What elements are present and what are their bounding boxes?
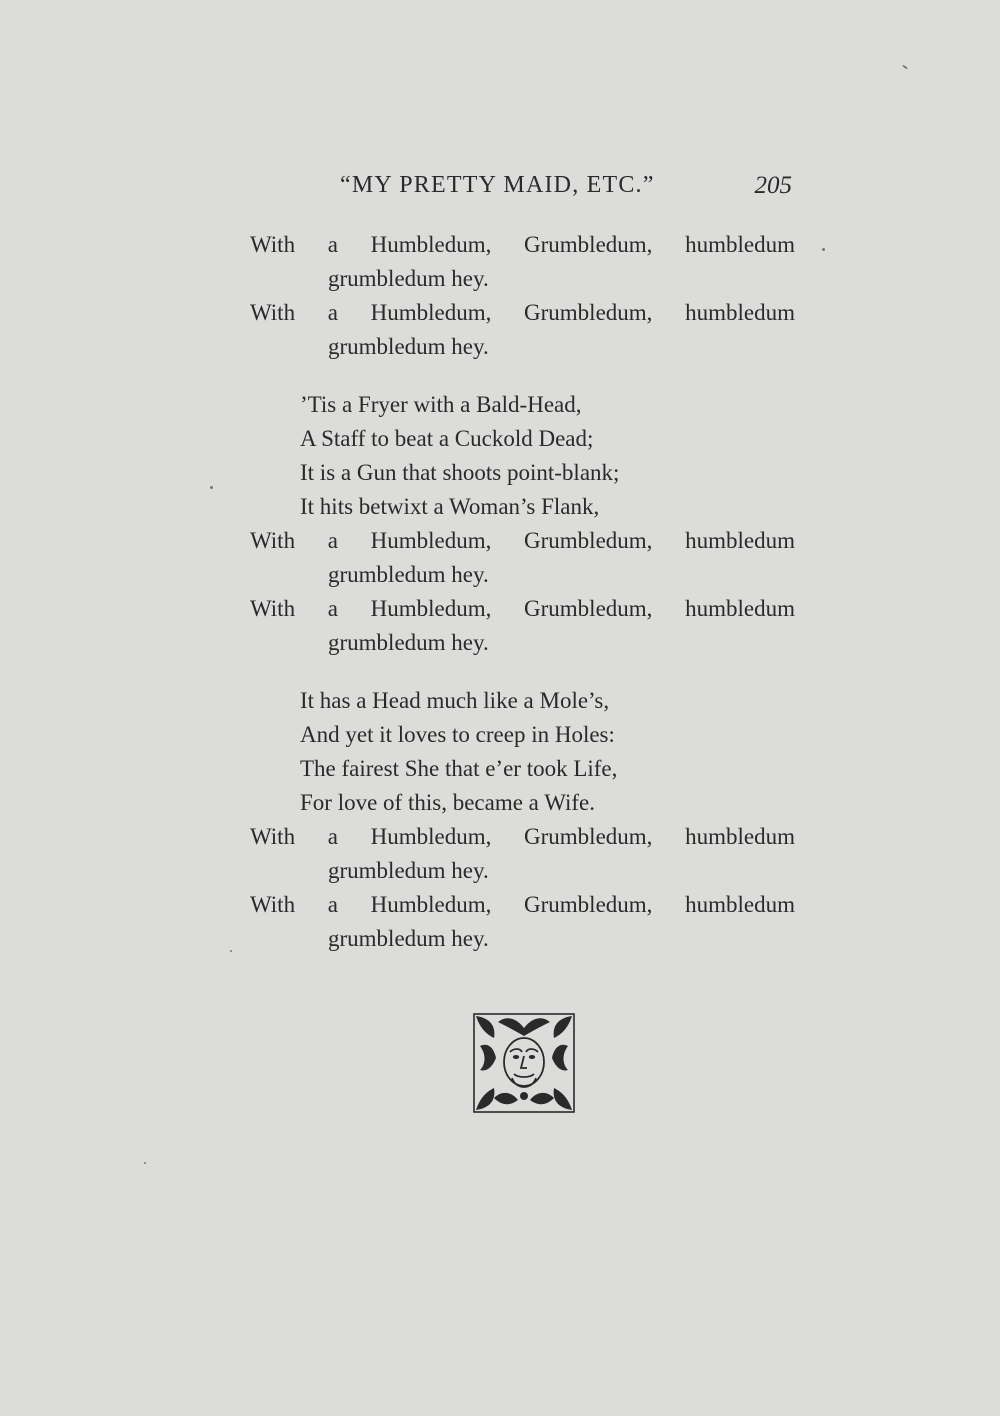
paper-speck bbox=[902, 64, 908, 69]
refrain-line bbox=[250, 524, 795, 558]
stanza bbox=[250, 684, 810, 956]
refrain-word: humbledum bbox=[685, 300, 795, 325]
page-header bbox=[340, 172, 800, 208]
refrain-word: humbledum bbox=[685, 892, 795, 917]
refrain-word: humbledum bbox=[685, 528, 795, 553]
refrain-word: a bbox=[327, 528, 338, 553]
refrain-word: With bbox=[250, 596, 296, 621]
refrain-word: humbledum bbox=[685, 824, 795, 849]
refrain-word: Humbledum, bbox=[370, 892, 492, 917]
refrain-word: Humbledum, bbox=[370, 528, 492, 553]
refrain-line bbox=[250, 592, 795, 626]
refrain-word: Grumbledum, bbox=[524, 300, 653, 325]
refrain-word: Grumbledum, bbox=[524, 528, 653, 553]
verse-line: It has a Head much like a Mole’s, bbox=[300, 688, 610, 713]
green-man-face-icon bbox=[472, 1012, 576, 1114]
refrain-continuation: grumbledum hey. bbox=[328, 926, 489, 951]
verse-line: ’Tis a Fryer with a Bald-Head, bbox=[300, 392, 582, 417]
refrain-word: Humbledum, bbox=[370, 596, 492, 621]
refrain-word: Humbledum, bbox=[370, 232, 492, 257]
refrain-word: Grumbledum, bbox=[524, 596, 653, 621]
refrain-continuation: grumbledum hey. bbox=[328, 334, 489, 359]
refrain-word: With bbox=[250, 300, 296, 325]
refrain-continuation: grumbledum hey. bbox=[328, 562, 489, 587]
verse-line: It is a Gun that shoots point-blank; bbox=[300, 460, 620, 485]
refrain-word: Humbledum, bbox=[370, 824, 492, 849]
verse-line: And yet it loves to creep in Holes: bbox=[300, 722, 615, 747]
poem-body bbox=[250, 228, 810, 956]
paper-speck bbox=[144, 1162, 146, 1164]
refrain-continuation: grumbledum hey. bbox=[328, 266, 489, 291]
refrain-word: With bbox=[250, 528, 296, 553]
refrain-line bbox=[250, 820, 795, 854]
refrain-word: Grumbledum, bbox=[524, 892, 653, 917]
paper-speck bbox=[230, 950, 232, 952]
refrain-line bbox=[250, 888, 795, 922]
stanza bbox=[250, 388, 810, 660]
paper-speck bbox=[822, 248, 825, 251]
refrain-line bbox=[250, 228, 795, 262]
refrain-word: With bbox=[250, 232, 296, 257]
refrain-word: With bbox=[250, 824, 296, 849]
page-number: 205 bbox=[754, 172, 792, 199]
stanza bbox=[250, 228, 810, 364]
paper-speck bbox=[210, 486, 213, 489]
running-title: “MY PRETTY MAID, ETC.” bbox=[340, 172, 655, 198]
refrain-word: a bbox=[327, 824, 338, 849]
refrain-word: Grumbledum, bbox=[524, 824, 653, 849]
refrain-word: a bbox=[327, 892, 338, 917]
verse-line: A Staff to beat a Cuckold Dead; bbox=[300, 426, 594, 451]
refrain-continuation: grumbledum hey. bbox=[328, 630, 489, 655]
refrain-continuation: grumbledum hey. bbox=[328, 858, 489, 883]
refrain-word: a bbox=[327, 596, 338, 621]
refrain-word: Grumbledum, bbox=[524, 232, 653, 257]
refrain-word: a bbox=[327, 232, 338, 257]
verse-line: It hits betwixt a Woman’s Flank, bbox=[300, 494, 600, 519]
refrain-word: With bbox=[250, 892, 296, 917]
refrain-word: a bbox=[327, 300, 338, 325]
refrain-word: humbledum bbox=[685, 596, 795, 621]
verse-line: The fairest She that e’er took Life, bbox=[300, 756, 618, 781]
refrain-line bbox=[250, 296, 795, 330]
refrain-word: Humbledum, bbox=[370, 300, 492, 325]
verse-line: For love of this, became a Wife. bbox=[300, 790, 596, 815]
refrain-word: humbledum bbox=[685, 232, 795, 257]
